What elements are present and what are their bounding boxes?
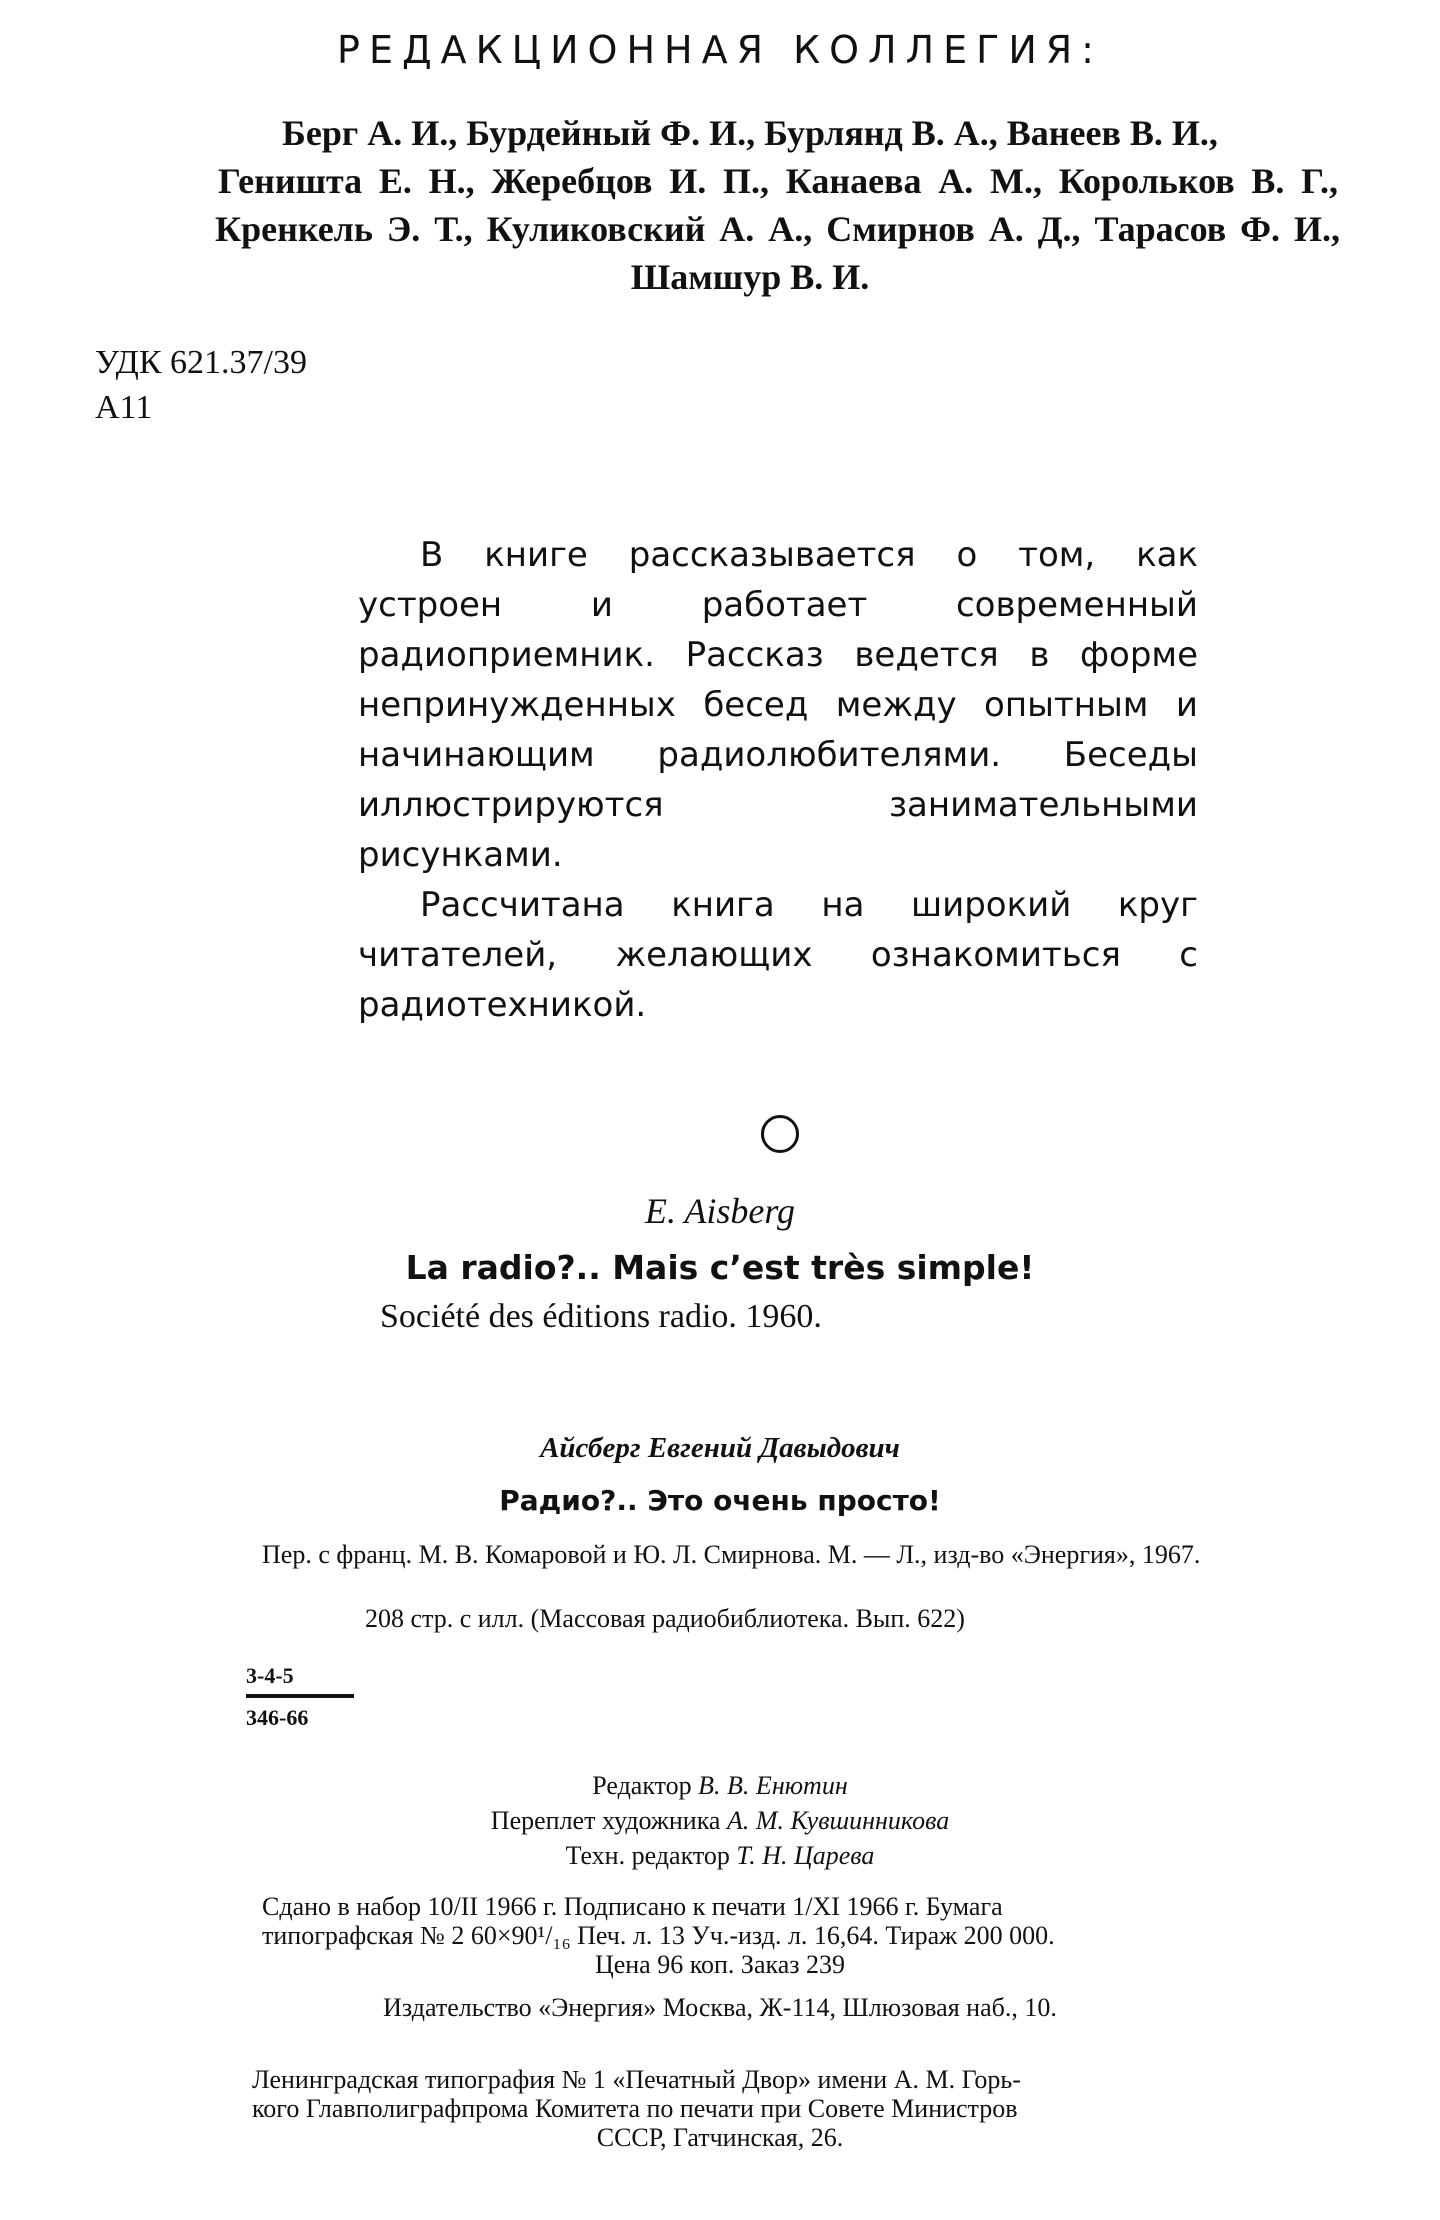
pages-info: 208 стр. с илл. (Массовая радиобиблиотека. Вып. 622) (365, 1604, 965, 1633)
annotation (358, 530, 1198, 1030)
editorial-board-line-3: Кренкель Э. Т., Куликовский А. А., Смирнов А. Д., Тарасов Ф. И., (215, 209, 1340, 249)
editorial-board-line-1: Берг А. И., Бурдейный Ф. И., Бурлянд В. А., Ванеев В. И., (282, 113, 1218, 153)
print-details (262, 1892, 1302, 1950)
editor-credit (0, 1768, 1440, 1803)
print-line-2: типографская № 2 60×90¹/₁₆ Печ. л. 13 Уч.-изд. л. 16,64. Тираж 200 000. (262, 1921, 1055, 1950)
editor-name: В. В. Енютин (698, 1771, 848, 1800)
tech-editor-credit (0, 1838, 1440, 1873)
price-order: Цена 96 коп. Заказ 239 (594, 1950, 846, 1979)
tech-editor-label: Техн. редактор (565, 1841, 730, 1870)
udk-code: УДК 621.37/39 (95, 344, 307, 381)
catalog-code-top: 3-4-5 (246, 1663, 294, 1688)
printer-info (252, 2065, 1302, 2123)
original-publisher: Société des éditions radio. 1960. (380, 1298, 822, 1335)
publisher-address: Издательство «Энергия» Москва, Ж-114, Шлюзовая наб., 10. (383, 1993, 1057, 2022)
annotation-paragraph-1: В книге рассказывается о том, как устроен и работает современный радиоприемник. Рассказ ведется в форме непринужденных бесед между опытным и начинающим радиолюбителями. Беседы иллюстрируются занимательными рисунками. (358, 535, 1198, 875)
original-title: La radio?.. Mais c’est très simple! (405, 1248, 1035, 1287)
editorial-board-title: РЕДАКЦИОННАЯ КОЛЛЕГИЯ: (337, 28, 1103, 72)
circle-mark (761, 1115, 799, 1153)
printer-line-2: кого Главполиграфпрома Комитета по печати при Совете Министров (252, 2094, 1018, 2123)
annotation-paragraph-2: Рассчитана книга на широкий круг читателей, желающих ознакомиться с радиотехникой. (358, 885, 1198, 1025)
tech-editor-name: Т. Н. Царева (736, 1841, 875, 1870)
russian-title: Радио?.. Это очень просто! (499, 1484, 941, 1517)
translation-info: Пер. с франц. М. В. Комаровой и Ю. Л. Смирнова. М. — Л., изд-во «Энергия», 1967. (262, 1540, 1201, 1569)
credits (0, 1768, 1440, 1873)
binding-label: Переплет художника (490, 1806, 721, 1835)
catalog-code-rule (246, 1694, 354, 1698)
original-author: E. Aisberg (645, 1191, 795, 1231)
print-line-1: Сдано в набор 10/II 1966 г. Подписано к печати 1/XI 1966 г. Бумага (262, 1892, 1003, 1921)
binding-credit (0, 1803, 1440, 1838)
editor-label: Редактор (592, 1771, 692, 1800)
catalog-code-bottom: 346-66 (246, 1705, 309, 1730)
printer-line-3: СССР, Гатчинская, 26. (596, 2123, 844, 2152)
printer-line-1: Ленинградская типография № 1 «Печатный Двор» имени А. М. Горь- (252, 2065, 1021, 2094)
classification-block (95, 340, 307, 430)
binding-name: А. М. Кувшинникова (726, 1806, 950, 1835)
index-code: А11 (95, 389, 153, 426)
editorial-board-line-4: Шамшур В. И. (630, 257, 870, 297)
editorial-board-line-2: Геништа Е. Н., Жеребцов И. П., Канаева А. М., Корольков В. Г., (218, 161, 1338, 201)
russian-author: Айсберг Евгений Давыдович (540, 1432, 900, 1464)
